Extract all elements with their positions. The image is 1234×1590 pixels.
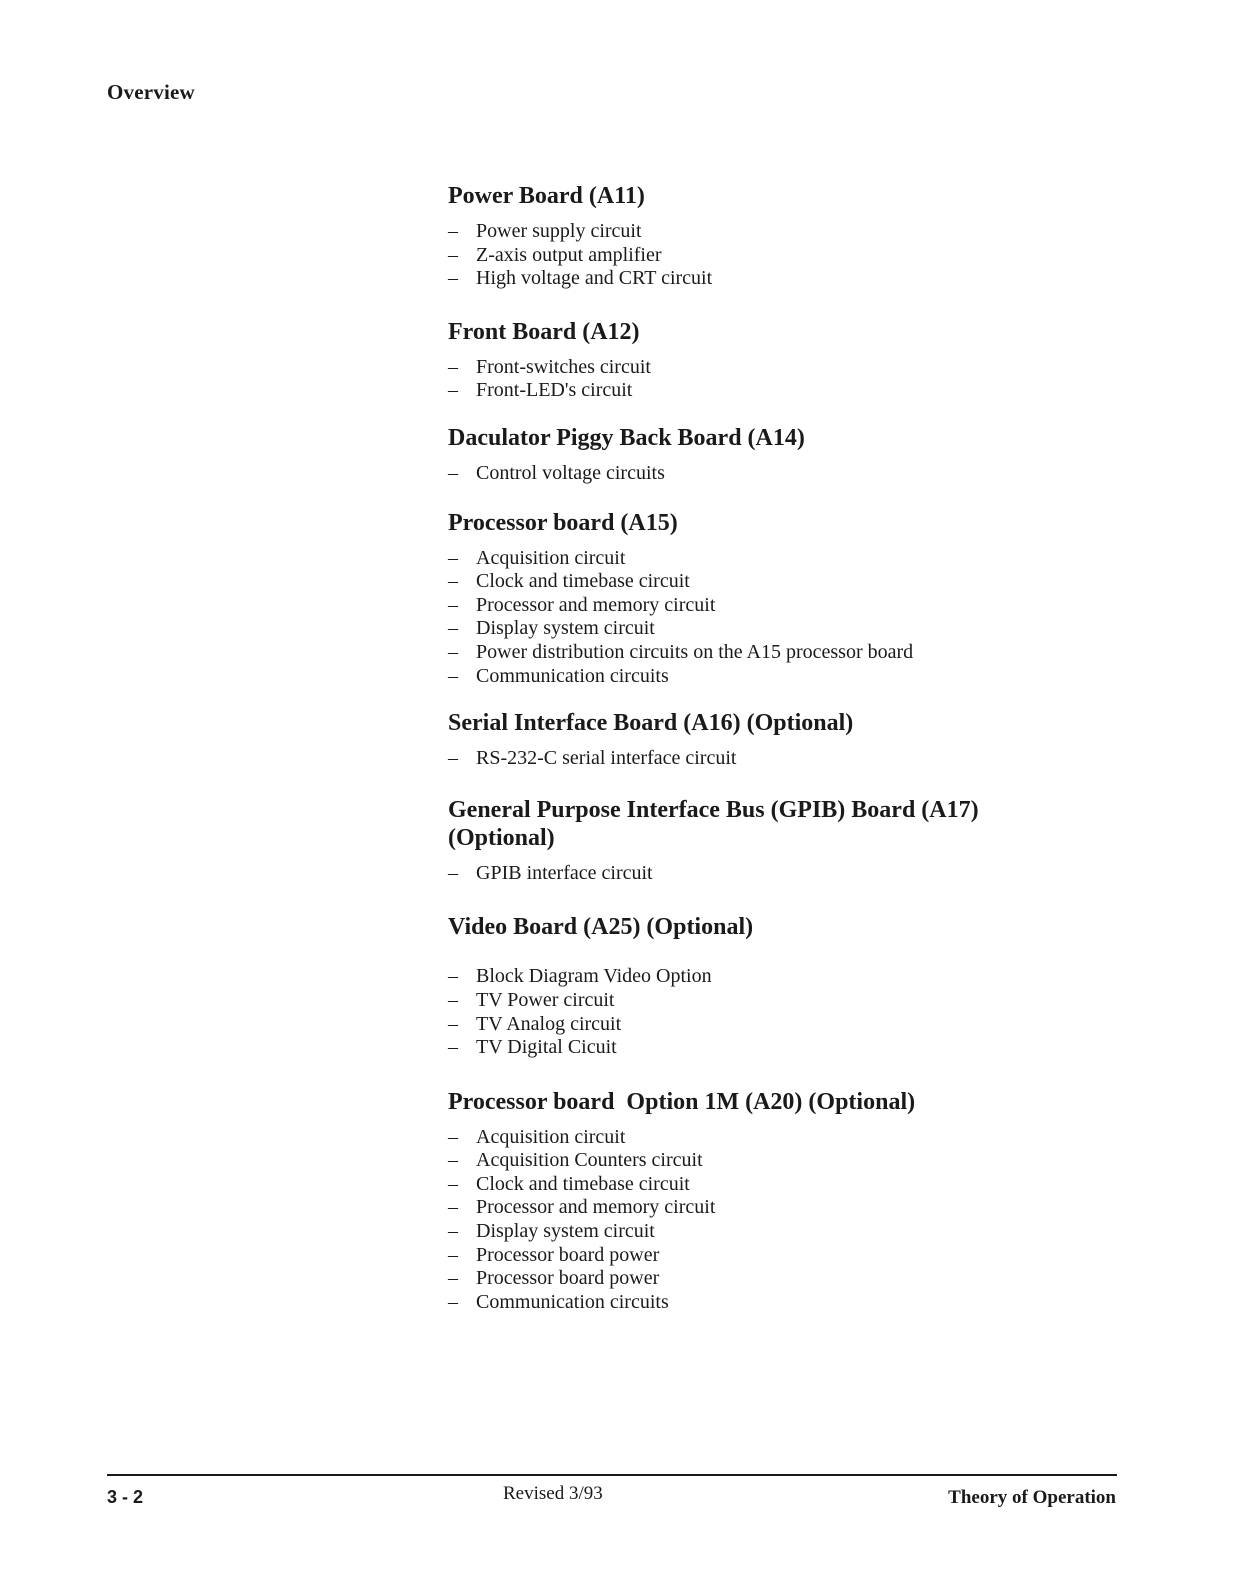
section-power-board [448, 182, 1088, 291]
list-item [448, 462, 1088, 486]
dash-marker: – [448, 965, 458, 988]
list-item [448, 1173, 1088, 1197]
dash-marker: – [448, 1125, 458, 1148]
section-title: Front Board (A12) [448, 318, 640, 345]
list-item [448, 1220, 1088, 1244]
dash-marker: – [448, 640, 458, 663]
footer-revision: Revised 3/93 [503, 1483, 603, 1504]
list-item-text: High voltage and CRT circuit [476, 267, 713, 290]
list-item [448, 1126, 1088, 1150]
dash-marker: – [448, 747, 458, 770]
item-list [448, 965, 1088, 1059]
dash-marker: – [448, 861, 458, 884]
list-item [448, 665, 1088, 689]
list-item-text: Power supply circuit [476, 220, 642, 242]
dash-marker: – [448, 1036, 458, 1059]
list-item [448, 862, 1088, 886]
dash-marker: – [448, 1267, 458, 1290]
list-item-text: TV Digital Cicuit [476, 1036, 617, 1059]
list-item [448, 747, 1088, 771]
section-title [448, 796, 1088, 852]
list-item [448, 1267, 1088, 1291]
section-daculator-board [448, 424, 1088, 486]
list-item [448, 547, 1088, 571]
list-item [448, 1036, 1088, 1060]
dash-marker: – [448, 617, 458, 640]
item-list [448, 462, 1088, 486]
list-item [448, 965, 1088, 989]
page-header-label: Overview [107, 80, 195, 104]
section-title: Serial Interface Board (A16) (Optional) [448, 710, 854, 737]
list-item [448, 379, 1088, 403]
list-item [448, 1291, 1088, 1315]
list-item [448, 989, 1088, 1013]
list-item-text: Control voltage circuits [476, 461, 665, 484]
list-item-text: Block Diagram Video Option [476, 965, 712, 988]
dash-marker: – [448, 267, 458, 290]
list-item-text: Display system circuit [476, 1220, 655, 1243]
list-item [448, 356, 1088, 380]
list-item-text: Acquisition circuit [476, 1125, 626, 1148]
dash-marker: – [448, 570, 458, 593]
list-item-text: Processor board power [476, 1243, 660, 1266]
item-list [448, 356, 1088, 403]
list-item [448, 1013, 1088, 1037]
dash-marker: – [448, 1290, 458, 1313]
dash-marker: – [448, 220, 458, 242]
dash-marker: – [448, 243, 458, 266]
list-item-text: Acquisition Counters circuit [476, 1149, 703, 1172]
dash-marker: – [448, 1172, 458, 1195]
section-title-line: (Optional) [448, 824, 555, 851]
list-item [448, 267, 1088, 291]
list-item [448, 570, 1088, 594]
section-title: Processor board Option 1M (A20) (Optional) [448, 1088, 916, 1115]
list-item-text: Clock and timebase circuit [476, 570, 690, 593]
list-item-text: Front-LED's circuit [476, 379, 633, 402]
dash-marker: – [448, 379, 458, 402]
list-item-text: Communication circuits [476, 1290, 669, 1313]
list-item-text: Acquisition circuit [476, 546, 626, 569]
list-item [448, 617, 1088, 641]
list-item-text: Z-axis output amplifier [476, 243, 662, 266]
item-list [448, 862, 1088, 886]
footer-page-number: 3 - 2 [107, 1487, 144, 1507]
list-item [448, 1149, 1088, 1173]
list-item [448, 641, 1088, 665]
dash-marker: – [448, 1243, 458, 1266]
list-item-text: RS-232-C serial interface circuit [476, 747, 737, 770]
section-serial-interface-board [448, 709, 1088, 771]
dash-marker: – [448, 1012, 458, 1035]
item-list [448, 220, 1088, 291]
document-body [448, 182, 1088, 1314]
list-item-text: Communication circuits [476, 664, 669, 687]
list-item-text: Clock and timebase circuit [476, 1172, 690, 1195]
footer-divider [107, 1474, 1117, 1476]
section-title: Power Board (A11) [448, 183, 645, 209]
section-processor-board [448, 509, 1088, 689]
list-item [448, 1196, 1088, 1220]
section-title: Processor board (A15) [448, 509, 678, 536]
list-item-text: Power distribution circuits on the A15 processor board [476, 640, 914, 663]
dash-marker: – [448, 1196, 458, 1219]
dash-marker: – [448, 546, 458, 569]
item-list [448, 1126, 1088, 1315]
list-item [448, 594, 1088, 618]
list-item-text: Display system circuit [476, 617, 655, 640]
dash-marker: – [448, 988, 458, 1011]
list-item-text: TV Power circuit [476, 988, 615, 1011]
section-video-board [448, 913, 1088, 1059]
list-item [448, 244, 1088, 268]
list-item [448, 1244, 1088, 1268]
section-gpib-board [448, 796, 1088, 886]
section-title-line: General Purpose Interface Bus (GPIB) Board (A17) [448, 796, 979, 823]
footer-document-title: Theory of Operation [948, 1487, 1116, 1508]
list-item-text: TV Analog circuit [476, 1012, 622, 1035]
list-item-text: Processor and memory circuit [476, 1196, 716, 1219]
section-title: Daculator Piggy Back Board (A14) [448, 424, 805, 451]
section-title: Video Board (A25) (Optional) [448, 914, 754, 941]
dash-marker: – [448, 355, 458, 378]
item-list [448, 547, 1088, 689]
list-item-text: GPIB interface circuit [476, 861, 653, 884]
dash-marker: – [448, 1149, 458, 1172]
dash-marker: – [448, 1220, 458, 1243]
dash-marker: – [448, 461, 458, 484]
section-processor-option-1m [448, 1088, 1088, 1315]
dash-marker: – [448, 593, 458, 616]
list-item-text: Processor board power [476, 1267, 660, 1290]
section-front-board [448, 318, 1088, 403]
list-item-text: Front-switches circuit [476, 355, 651, 378]
list-item-text: Processor and memory circuit [476, 593, 716, 616]
item-list [448, 747, 1088, 771]
dash-marker: – [448, 664, 458, 687]
list-item [448, 220, 1088, 244]
